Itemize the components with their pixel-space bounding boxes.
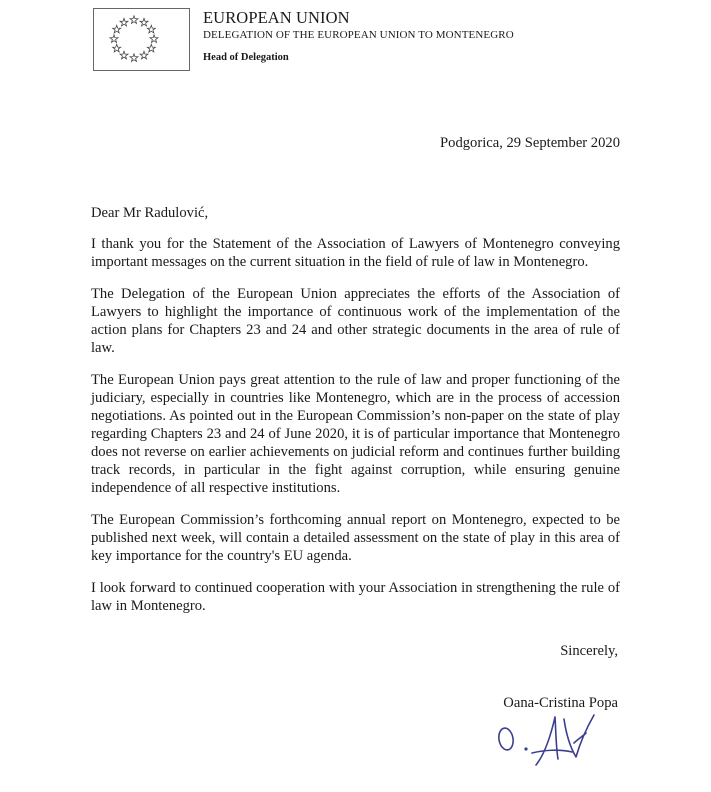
eu-star-icon	[147, 44, 155, 52]
eu-star-icon	[120, 18, 128, 26]
letterhead	[203, 9, 514, 65]
eu-star-icon	[130, 54, 138, 62]
paragraph: The Delegation of the European Union appreciates the efforts of the Association of Lawyers to highlight the importance of continuous work of the implementation of the action plans for Chapters 23 and 24 and other strategic documents in the area of rule of law.	[91, 286, 620, 356]
eu-star-icon	[130, 16, 138, 24]
eu-star-icon	[120, 51, 128, 59]
eu-star-icon	[140, 18, 148, 26]
salutation: Dear Mr Radulović,	[91, 205, 209, 221]
handwritten-signature	[492, 703, 612, 773]
paragraph: The European Commission’s forthcoming annual report on Montenegro, expected to be published next week, will contain a detailed assessment on the state of play in this area of key importance for the country's EU agenda.	[91, 512, 620, 564]
paragraph: The European Union pays great attention to the rule of law and proper functioning of the judiciary, especially in countries like Montenegro, which are in the process of accession negotiations. As pointed out in the European Commission’s non-paper on the state of play regarding Chapters 23 and 24 of June 2020, it is of particular importance that Montenegro does not reverse on earlier achievements on judicial reform and continues further building track records, in particular in the fight against corruption, while ensuring genuine independence of all respective institutions.	[91, 372, 620, 496]
eu-star-icon	[140, 51, 148, 59]
paragraph: I look forward to continued cooperation with your Association in strengthening the rule of law in Montenegro.	[91, 580, 620, 614]
closing: Sincerely,	[560, 643, 618, 659]
org-subtitle: DELEGATION OF THE EUROPEAN UNION TO MONTENEGRO	[203, 29, 514, 41]
eu-logo	[93, 8, 190, 71]
eu-star-icon	[113, 44, 121, 52]
eu-stars-emblem-icon	[94, 9, 189, 70]
eu-star-icon	[147, 25, 155, 33]
letter-body	[91, 204, 620, 629]
org-role: Head of Delegation	[203, 52, 289, 63]
date-line: Podgorica, 29 September 2020	[440, 135, 620, 151]
eu-star-icon	[113, 25, 121, 33]
signatory-name: Oana-Cristina Popa	[503, 695, 618, 711]
paragraph: I thank you for the Statement of the Association of Lawyers of Montenegro conveying important messages on the current situation in the field of rule of law in Montenegro.	[91, 236, 620, 270]
eu-star-icon	[110, 35, 118, 43]
org-name: EUROPEAN UNION	[203, 8, 350, 27]
eu-star-icon	[150, 35, 158, 43]
